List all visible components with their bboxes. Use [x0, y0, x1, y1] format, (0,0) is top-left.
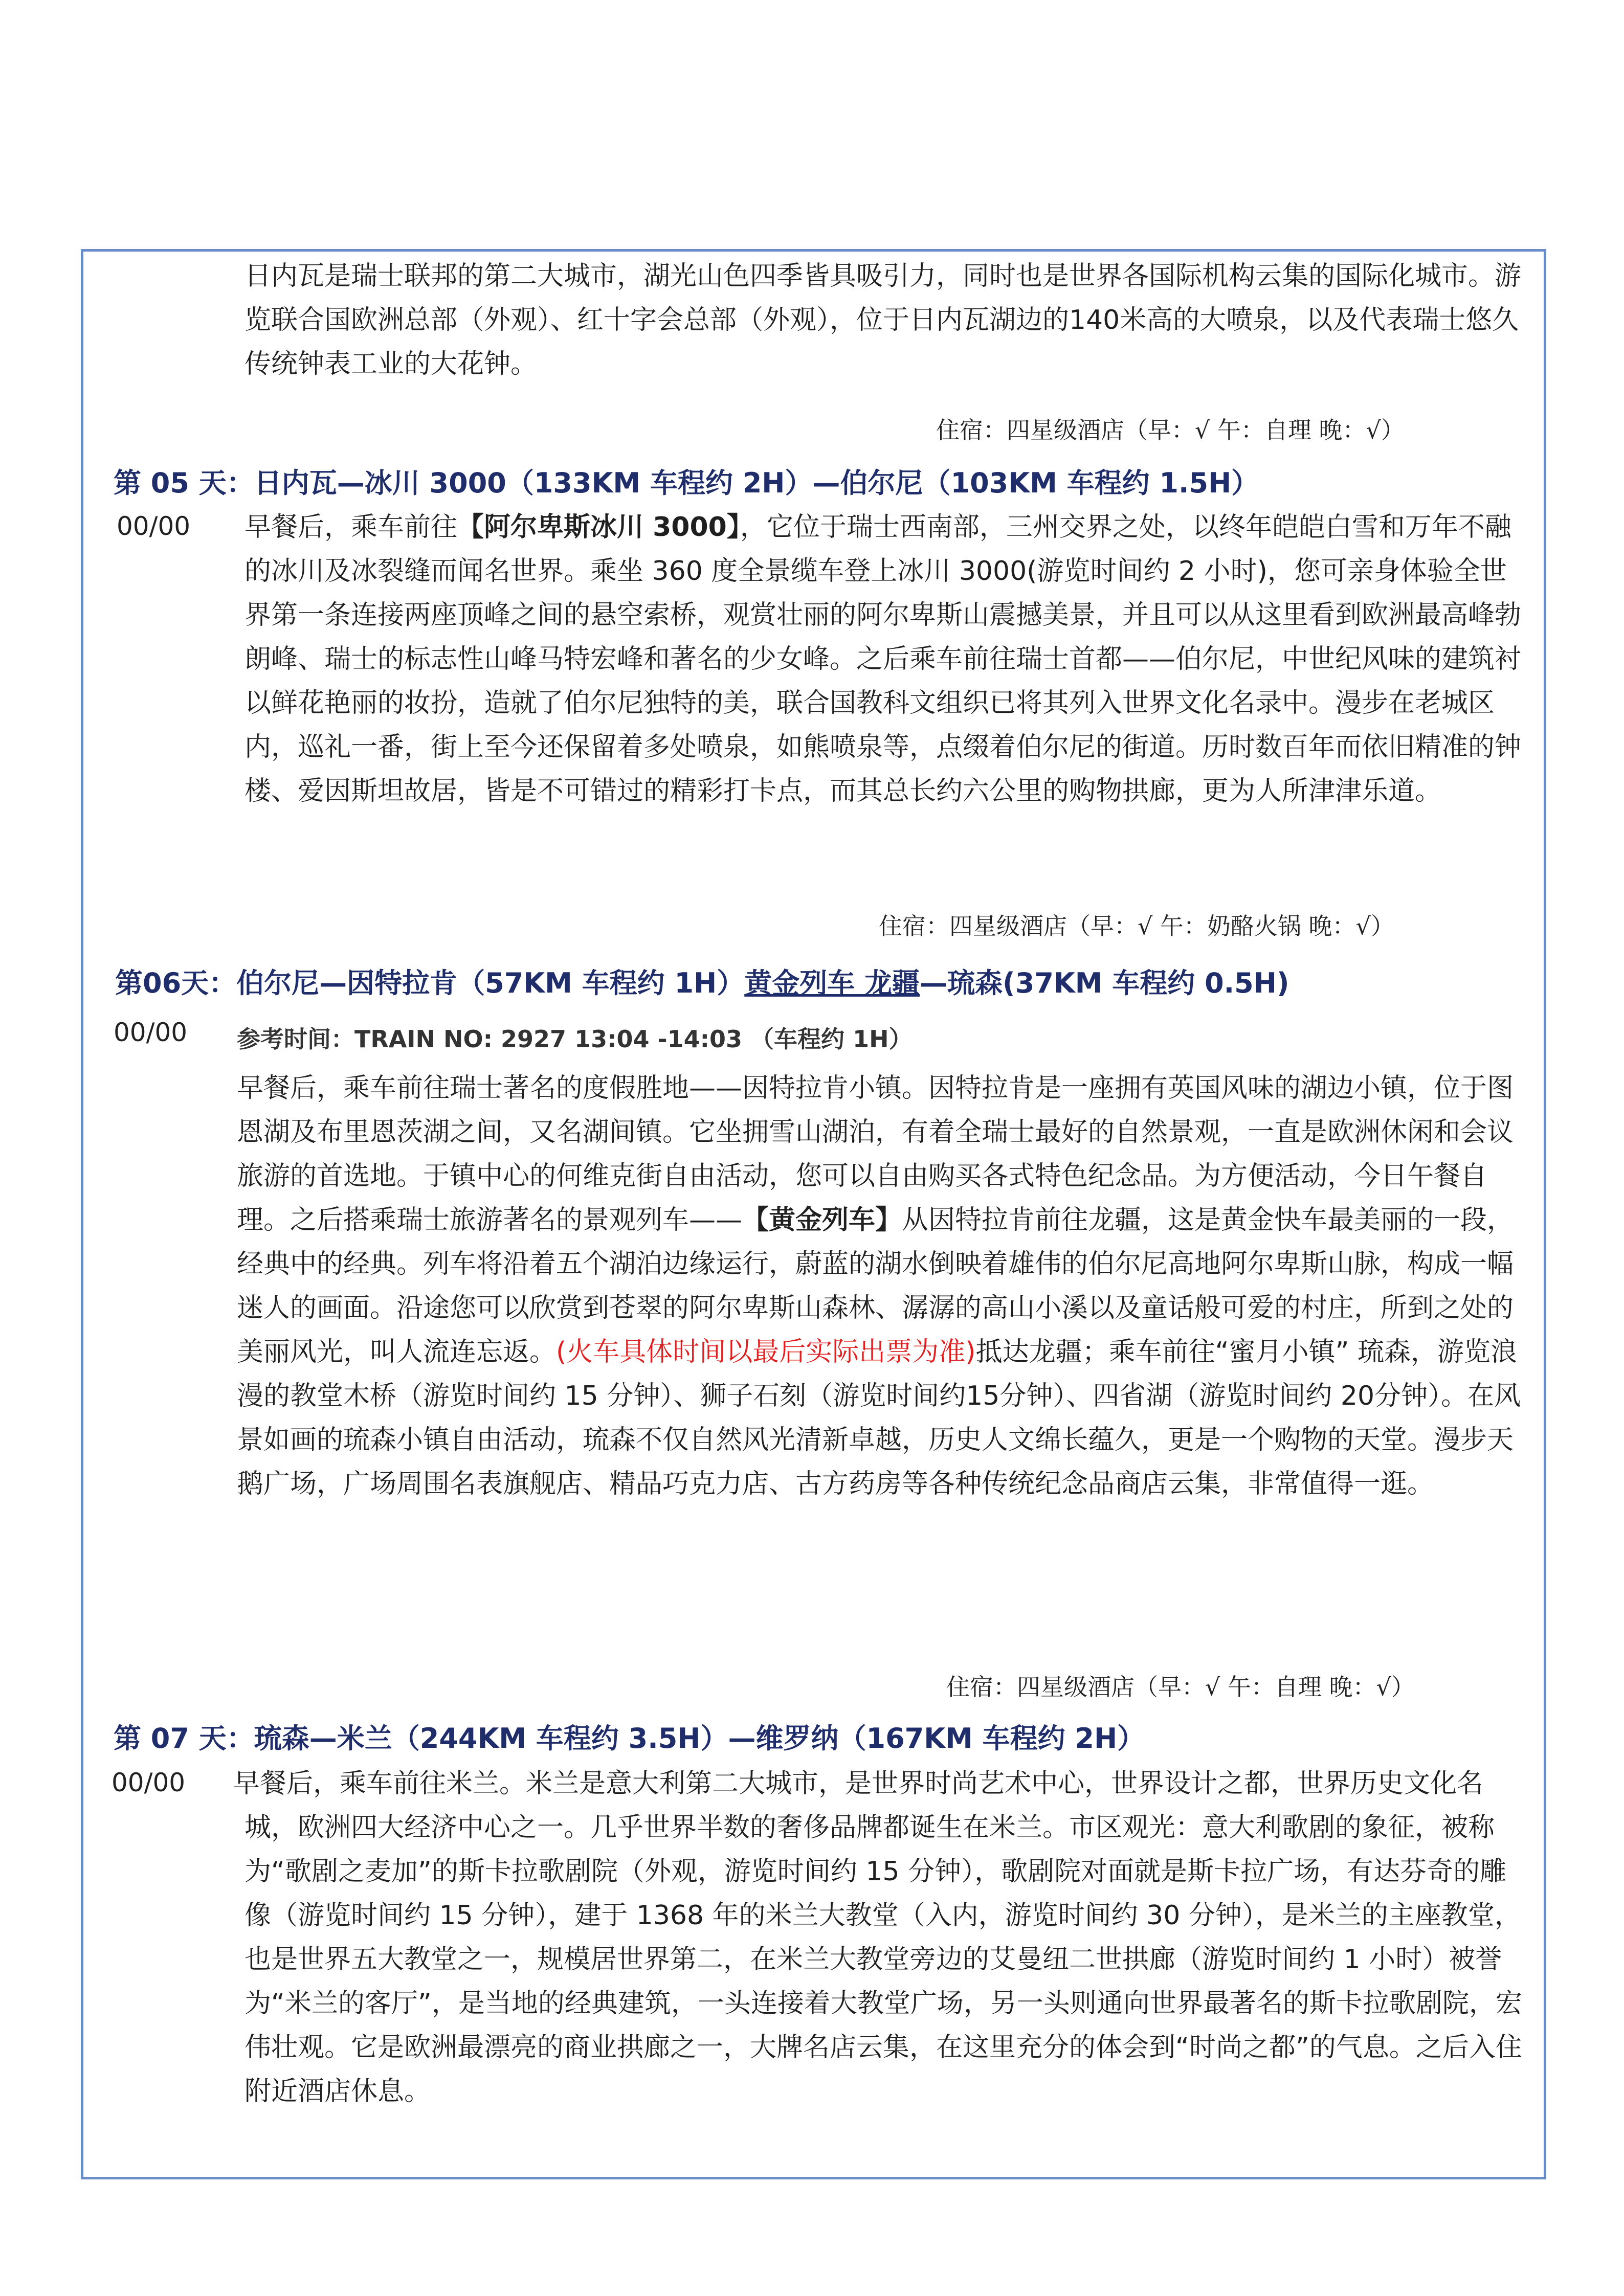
day7-paragraph: 早餐后，乘车前往米兰。米兰是意大利第二大城市，是世界时尚艺术中心，世界设计之都，世界历史文化名城，欧洲四大经济中心之一。几乎世界半数的奢侈品牌都诞生在米兰。市区观光：意大利歌剧的象征，被称为“歌剧之麦加”的斯卡拉歌剧院（外观，游览时间约 15 分钟），歌剧院对面就是斯卡拉广场，有达芬奇的雕像（游览时间约 15 分钟），建于 1368 年的米兰大教堂（入内，游览时间约 30 分钟），是米兰的主座教堂，也是世界五大教堂之一，规模居世界第二，在米兰大教堂旁边的艾曼纽二世拱廊（游览时间约 1 小时）被誉为“米兰的客厅”，是当地的经典建筑，一头连接着大教堂广场，另一头则通向世界最著名的斯卡拉歌剧院，宏伟壮观。它是欧洲最漂亮的商业拱廊之一，大牌名店云集，在这里充分的体会到“时尚之都”的气息。之后入住附近酒店休息。 [233, 1768, 1522, 2107]
day6-red-note: (火车具体时间以最后实际出票为准) [556, 1337, 976, 1367]
day6-title-part3: —琉森(37KM 车程约 0.5H) [920, 967, 1289, 999]
day6-text-3: 抵达龙疆；乘车前往“蜜月小镇” 琉森，游览浪漫的教堂木桥（游览时间约 15 分钟）、狮子石刻（游览时间约15分钟）、四省湖（游览时间约 20分钟）。在风景如画的琉森小镇自由活动，琉森不仅自然风光清新卓越，历史人文绵长蕴久，更是一个购物的天堂。漫步天鹅广场，广场周围名表旗舰店、精品巧克力店、古方药房等各种传统纪念品商店云集，非常值得一逛。 [237, 1337, 1521, 1499]
intro-paragraph: 日内瓦是瑞士联邦的第二大城市，湖光山色四季皆具吸引力，同时也是世界各国际机构云集的国际化城市。游览联合国欧洲总部（外观）、红十字会总部（外观），位于日内瓦湖边的140米高的大喷泉，以及代表瑞士悠久传统钟表工业的大花钟。 [244, 261, 1522, 379]
day6-highlight: 【黄金列车】 [742, 1205, 902, 1235]
day7-date: 00/00 [112, 1768, 186, 1797]
day5-text-before: 早餐后，乘车前往 [244, 512, 458, 543]
day6-title-part1: 第06天：伯尔尼—因特拉肯（57KM 车程约 1H） [115, 967, 745, 999]
day6-text-2: 从因特拉肯前往龙疆，这是黄金快车最美丽的一段，经典中的经典。列车将沿着五个湖泊边缘运行，蔚蓝的湖水倒映着雄伟的伯尔尼高地阿尔卑斯山脉，构成一幅迷人的画面。沿途您可以欣赏到苍翠的阿尔卑斯山森林、潺潺的高山小溪以及童话般可爱的村庄，所到之处的美丽风光，叫人流连忘返。 [237, 1205, 1514, 1367]
day5-highlight: 【阿尔卑斯冰川 3000】 [457, 512, 740, 543]
day6-title-part2: 黄金列车 龙疆 [744, 967, 920, 999]
day5-lodging: 住宿：四星级酒店（早：√ 午：奶酪火锅 晚：√） [879, 912, 1394, 940]
day7-title: 第 07 天：琉森—米兰（244KM 车程约 3.5H）—维罗纳（167KM 车程约 2H） [114, 1722, 1145, 1754]
day5-date: 00/00 [117, 511, 191, 541]
day6-train-reference: 参考时间：TRAIN NO: 2927 13:04 -14:03 （车程约 1H） [237, 1025, 913, 1053]
day5-paragraph [244, 505, 1528, 813]
day6-lodging: 住宿：四星级酒店（早：√ 午：自理 晚：√） [946, 1673, 1415, 1701]
intro-lodging: 住宿：四星级酒店（早：√ 午：自理 晚：√） [936, 416, 1405, 444]
day5-title: 第 05 天：日内瓦—冰川 3000（133KM 车程约 2H）—伯尔尼（103KM 车程约 1.5H） [114, 467, 1259, 499]
day6-title [115, 961, 1289, 1001]
day6-date: 00/00 [114, 1018, 188, 1047]
day6-paragraph [237, 1066, 1531, 1506]
day6-text-1: 早餐后，乘车前往瑞士著名的度假胜地——因特拉肯小镇。因特拉肯是一座拥有英国风味的湖边小镇，位于图恩湖及布里恩茨湖之间，又名湖间镇。它坐拥雪山湖泊，有着全瑞士最好的自然景观，一直是欧洲休闲和会议旅游的首选地。于镇中心的何维克街自由活动，您可以自由购买各式特色纪念品。为方便活动，今日午餐自理。之后搭乘瑞士旅游著名的景观列车—— [237, 1073, 1514, 1235]
day5-text-after: ，它位于瑞士西南部，三州交界之处，以终年皑皑白雪和万年不融的冰川及冰裂缝而闻名世界。乘坐 360 度全景缆车登上冰川 3000(游览时间约 2 小时)，您可亲身体验全世界第一条连接两座顶峰之间的悬空索桥，观赏壮丽的阿尔卑斯山震撼美景，并且可以从这里看到欧洲最高峰勃朗峰、瑞士的标志性山峰马特宏峰和著名的少女峰。之后乘车前往瑞士首都——伯尔尼，中世纪风味的建筑衬以鲜花艳丽的妆扮，造就了伯尔尼独特的美，联合国教科文组织已将其列入世界文化名录中。漫步在老城区内，巡礼一番，街上至今还保留着多处喷泉，如熊喷泉等，点缀着伯尔尼的街道。历时数百年而依旧精准的钟楼、爱因斯坦故居，皆是不可错过的精彩打卡点，而其总长约六公里的购物拱廊，更为人所津津乐道。 [244, 512, 1522, 806]
